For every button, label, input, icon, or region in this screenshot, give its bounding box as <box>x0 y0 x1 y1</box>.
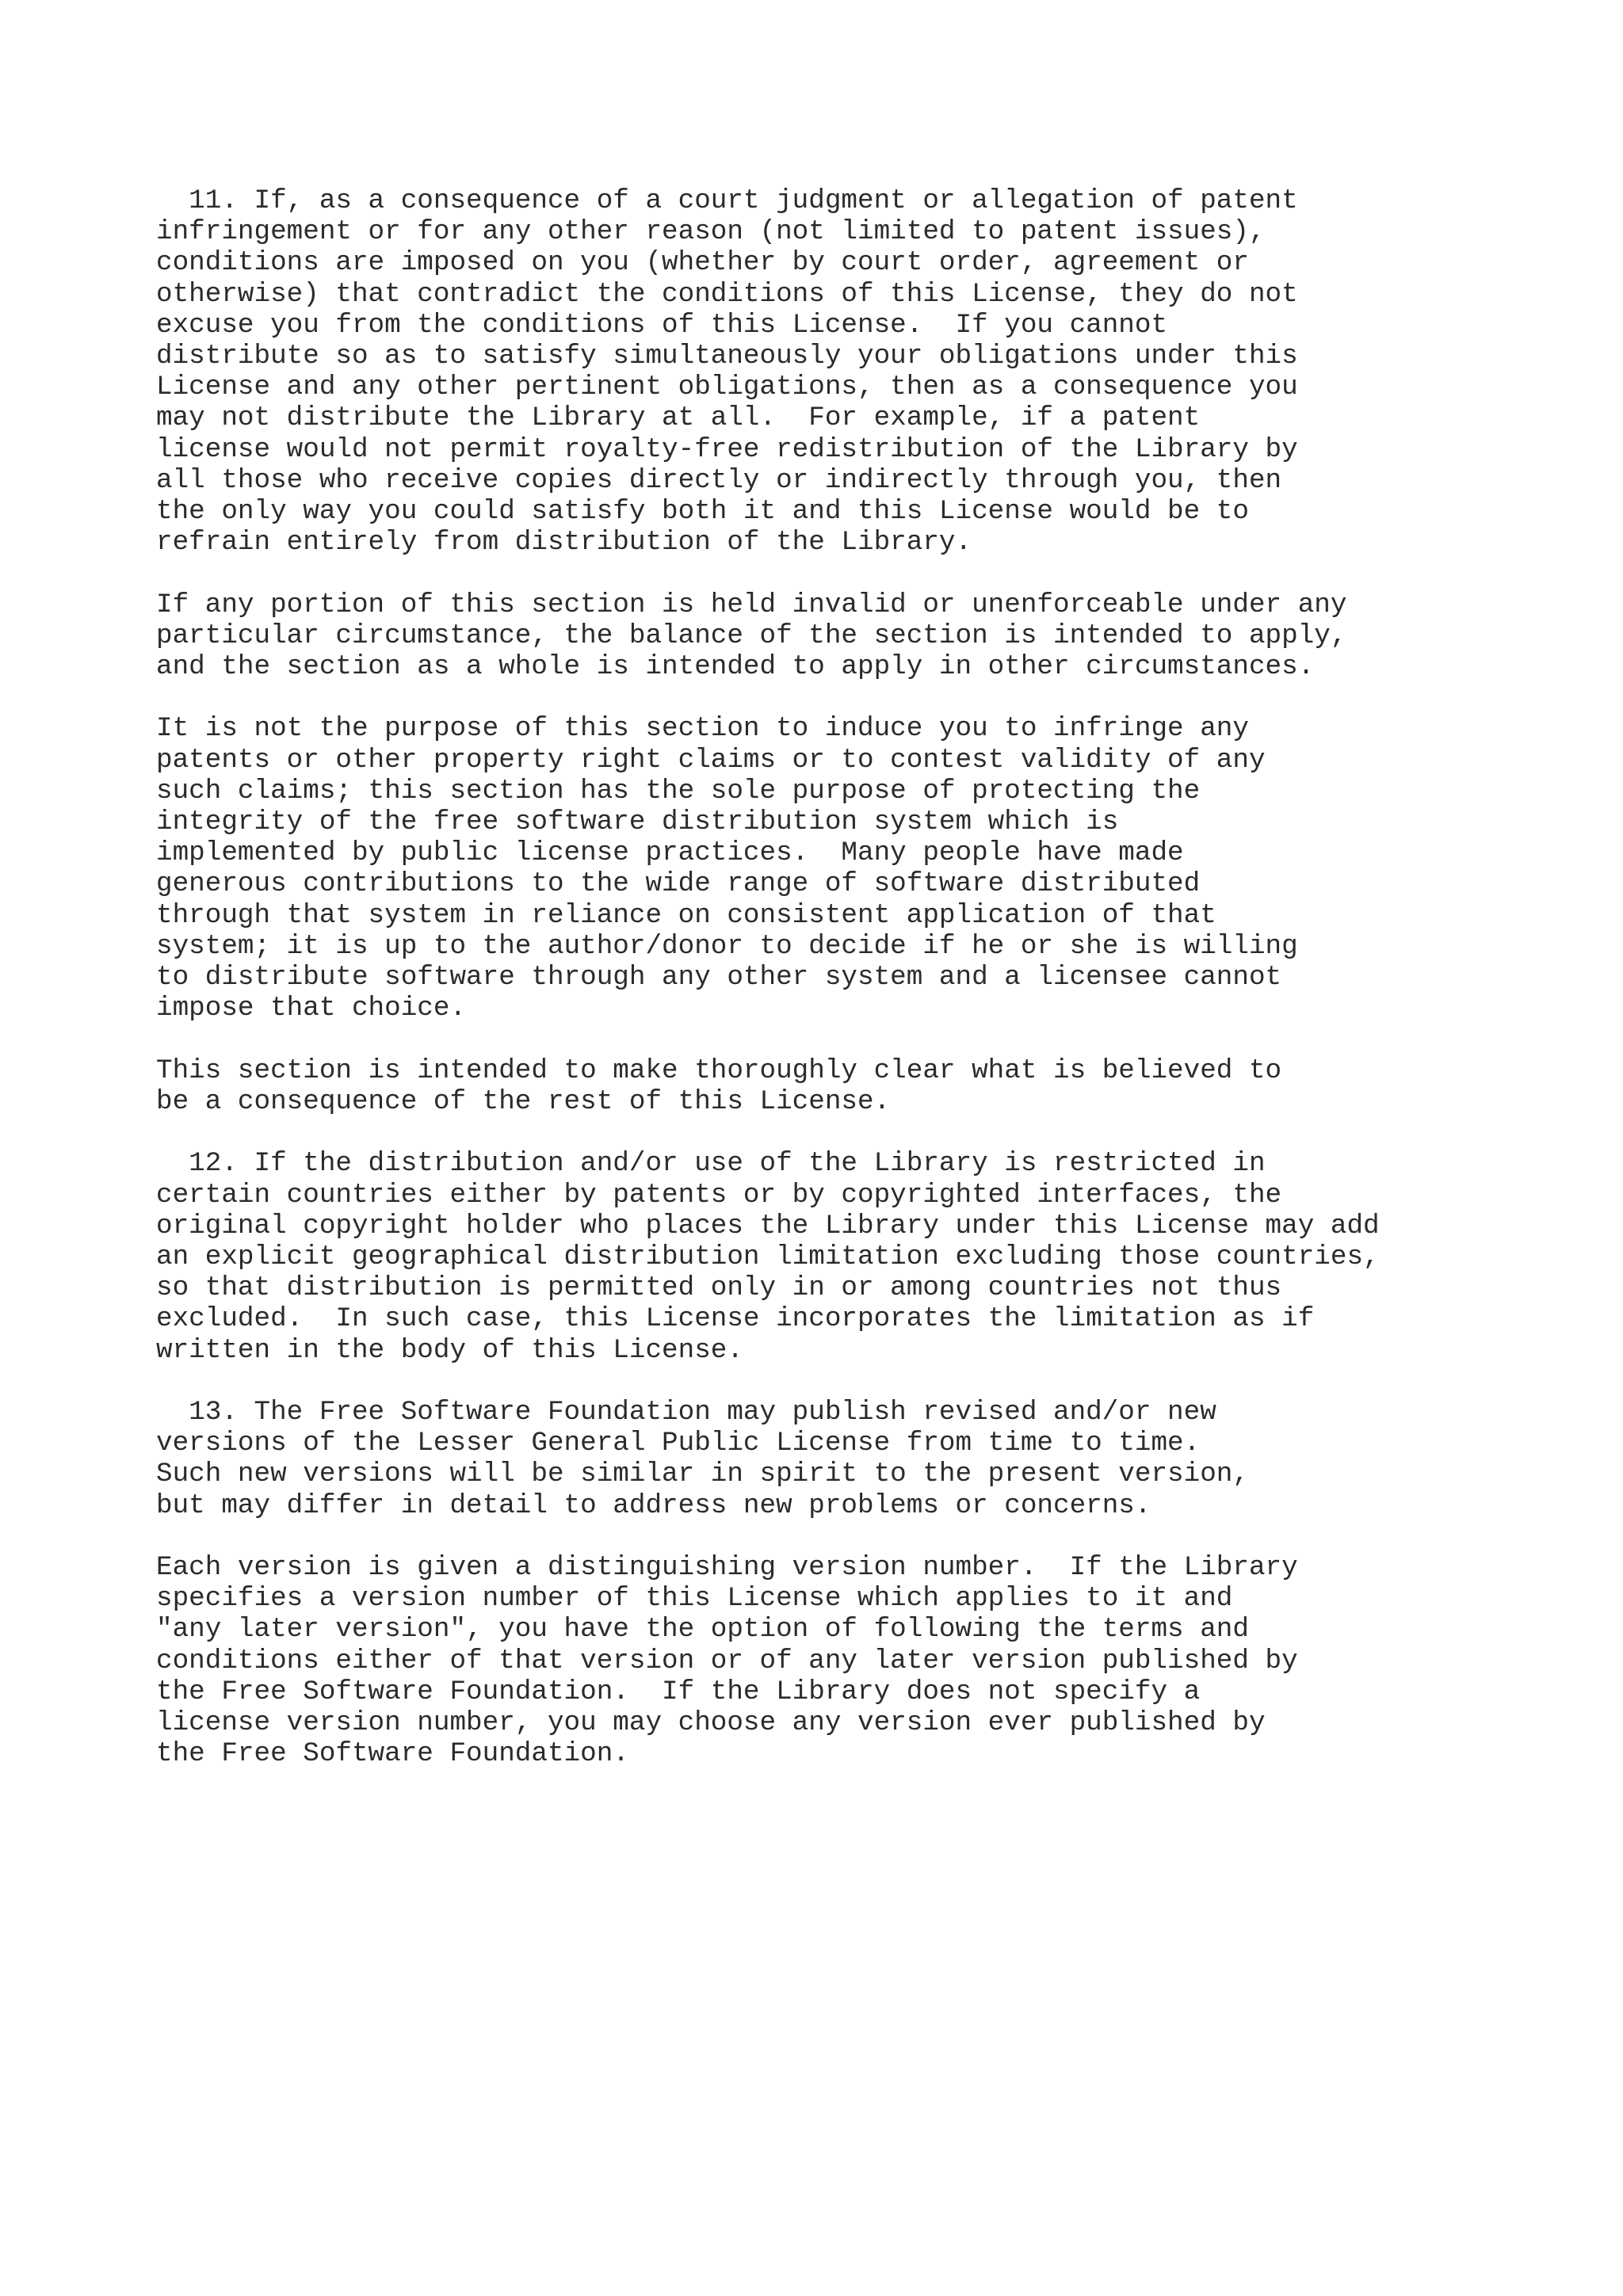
license-text: 11. If, as a consequence of a court judgment or allegation of patent infringement or for any other reason (not limited to patent issues), conditions are imposed on you (whether by court order, agreement or otherwise) that contradict the conditions of this License, they do not excuse you from the conditions of this License. If you cannot distribute so as to satisfy simultaneously your obligations under this License and any other pertinent obligations, then as a consequence you may not distribute the Library at all. For example, if a patent license would not permit royalty-free redistribution of the Library by all those who receive copies directly or indirectly through you, then the only way you could satisfy both it and this License would be to refrain entirely from distribution of the Library. If any portion of this section is held invalid or unenforceable under any particular circumstance, the balance of the section is intended to apply, and the section as a whole is intended to apply in other circumstances. It is not the purpose of this section to induce you to infringe any patents or other property right claims or to contest validity of any such claims; this section has the sole purpose of protecting the integrity of the free software distribution system which is implemented by public license practices. Many people have made generous contributions to the wide range of software distributed through that system in reliance on consistent application of that system; it is up to the author/donor to decide if he or she is willing to distribute software through any other system and a licensee cannot impose that choice. This section is intended to make thoroughly clear what is believed to be a consequence of the rest of this License. 12. If the distribution and/or use of the Library is restricted in certain countries either by patents or by copyrighted interfaces, the original copyright holder who places the Library under this License may add an explicit geographical distribution limitation excluding those countries, so that distribution is permitted only in or among countries not thus excluded. In such case, this License incorporates the limitation as if written in the body of this License. 13. The Free Software Foundation may publish revised and/or new versions of the Lesser General Public License from time to time. Such new versions will be similar in spirit to the present version, but may differ in detail to address new problems or concerns. Each version is given a distinguishing version number. If the Library specifies a version number of this License which applies to it and "any later version", you have the option of following the terms and conditions either of that version or of any later version published by the Free Software Foundation. If the Library does not specify a license version number, you may choose any version ever published by the Free Software Foundation. <box>156 185 1380 1770</box>
